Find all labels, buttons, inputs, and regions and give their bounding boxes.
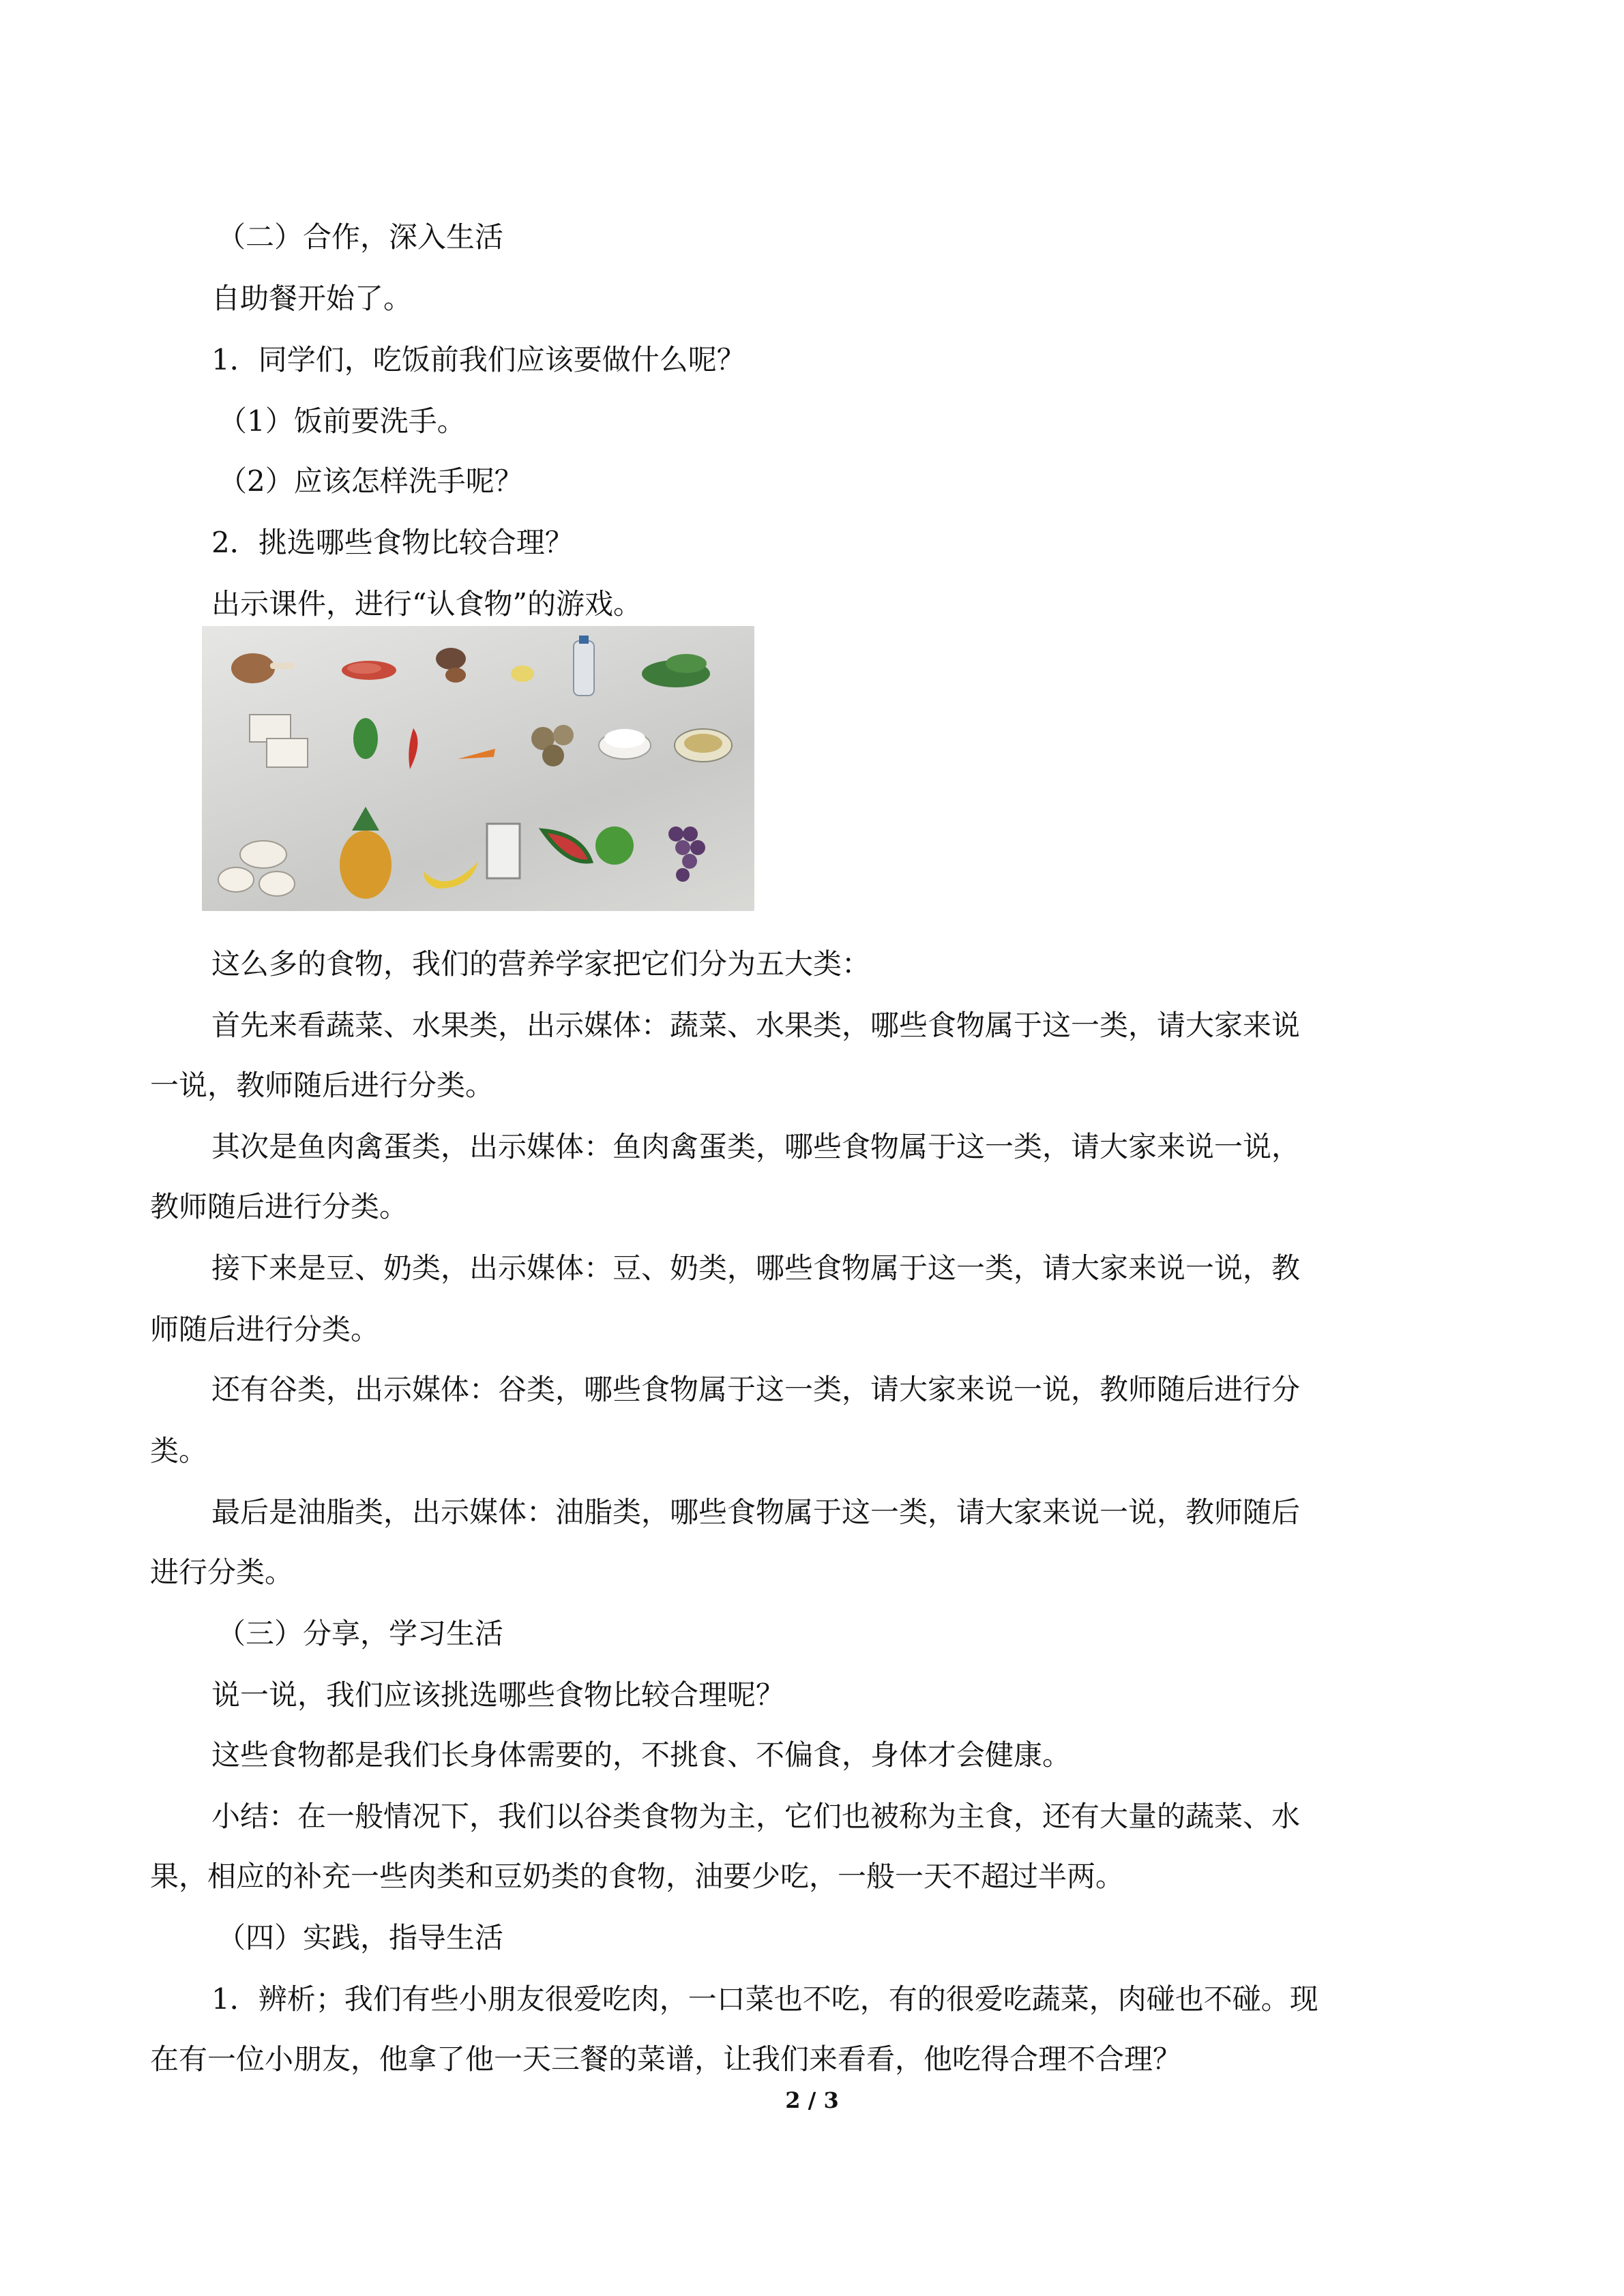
section-heading-4: （四）实践，指导生活	[217, 1921, 504, 1954]
bananas-icon	[424, 861, 478, 889]
leafy-greens-icon	[642, 654, 710, 687]
section-heading-3: （三）分享，学习生活	[217, 1617, 504, 1650]
section-heading-2: （二）合作，深入生活	[217, 220, 504, 254]
paragraph: （2）应该怎样洗手呢？	[218, 464, 523, 498]
noodle-dish-icon	[675, 729, 732, 762]
paragraph-continuation: 在有一位小朋友，他拿了他一天三餐的菜谱，让我们来看看，他吃得合理不合理？	[150, 2042, 1182, 2076]
paragraph-continuation: 一说，教师随后进行分类。	[150, 1069, 494, 1102]
roast-chicken-icon	[231, 653, 295, 683]
paragraph: 其次是鱼肉禽蛋类，出示媒体：鱼肉禽蛋类，哪些食物属于这一类，请大家来说一说，	[211, 1130, 1301, 1163]
carrot-icon	[458, 749, 495, 759]
paragraph: 小结：在一般情况下，我们以谷类食物为主，它们也被称为主食，还有大量的蔬菜、水	[211, 1800, 1301, 1833]
page-number: 2 / 3	[785, 2087, 839, 2113]
paragraph: 接下来是豆、奶类，出示媒体：豆、奶类，哪些食物属于这一类，请大家来说一说，教	[211, 1251, 1301, 1285]
paragraph: 出示课件，进行“认食物”的游戏。	[211, 587, 642, 621]
paragraph: 最后是油脂类，出示媒体：油脂类，哪些食物属于这一类，请大家来说一说，教师随后	[211, 1495, 1301, 1529]
watermelon-icon	[543, 831, 591, 861]
apple-icon	[595, 826, 634, 865]
tofu-icon	[250, 715, 308, 767]
egg-icon	[511, 666, 534, 682]
dumplings-icon	[218, 841, 295, 896]
fish-icon	[436, 648, 466, 683]
paragraph: 首先来看蔬菜、水果类，出示媒体：蔬菜、水果类，哪些食物属于这一类，请大家来说	[211, 1009, 1301, 1042]
paragraph-continuation: 果，相应的补充一些肉类和豆奶类的食物，油要少吃，一般一天不超过半两。	[150, 1860, 1125, 1893]
paragraph: 说一说，我们应该挑选哪些食物比较合理呢？	[211, 1678, 785, 1712]
paragraph-continuation: 教师随后进行分类。	[150, 1190, 409, 1223]
paragraph: 还有谷类，出示媒体：谷类，哪些食物属于这一类，请大家来说一说，教师随后进行分	[211, 1373, 1301, 1406]
paragraph-continuation: 类。	[150, 1434, 208, 1467]
chili-pepper-icon	[409, 728, 417, 769]
glass-of-milk-icon	[487, 824, 520, 878]
paragraph: 1．同学们，吃饭前我们应该要做什么呢？	[211, 343, 745, 376]
paragraph: 这些食物都是我们长身体需要的，不挑食、不偏食，身体才会健康。	[211, 1738, 1072, 1772]
paragraph: 1．辨析；我们有些小朋友很爱吃肉，一口菜也不吃，有的很爱吃蔬菜，肉碰也不碰。现	[211, 1982, 1318, 2016]
paragraph: （1）饭前要洗手。	[218, 404, 466, 438]
paragraph-continuation: 进行分类。	[150, 1555, 294, 1589]
mushroom-icon	[531, 725, 574, 766]
rice-bowl-icon	[599, 729, 651, 759]
paragraph: 2．挑选哪些食物比较合理？	[211, 526, 574, 559]
paragraph: 自助餐开始了。	[211, 282, 413, 315]
green-pepper-icon	[353, 718, 378, 759]
bottle-icon	[574, 636, 594, 696]
food-illustration-image	[202, 626, 754, 911]
grapes-icon	[668, 826, 705, 882]
paragraph-continuation: 师随后进行分类。	[150, 1313, 380, 1346]
pineapple-icon	[340, 807, 392, 899]
shrimp-icon	[342, 661, 396, 680]
paragraph: 这么多的食物，我们的营养学家把它们分为五大类：	[211, 947, 871, 981]
